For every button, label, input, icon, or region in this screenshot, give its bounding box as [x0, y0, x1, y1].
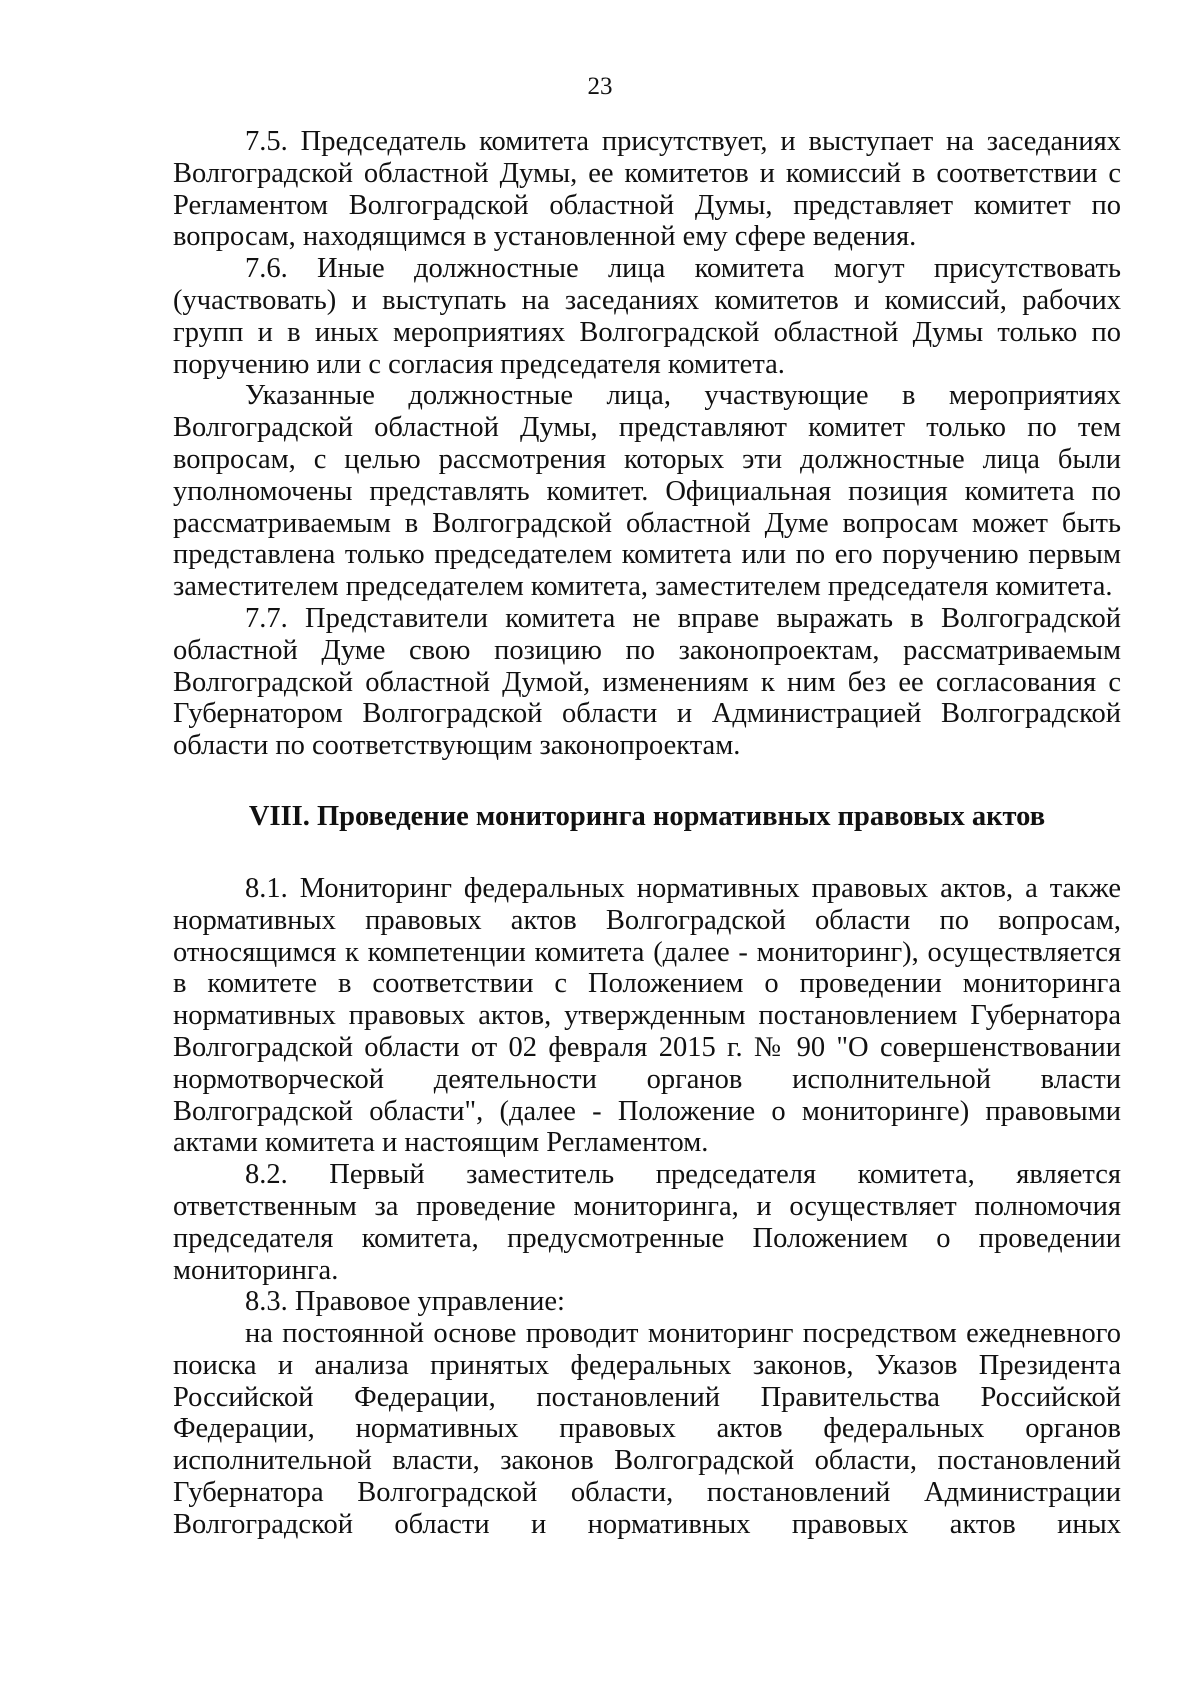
paragraph-7-6: 7.6. Иные должностные лица комитета могут присутствовать (участвовать) и выступать на заседаниях комитетов и комиссий, рабочих групп и в иных мероприятиях Волгоградской областной Думы только по поручению или с согласия председателя комитета.	[173, 253, 1121, 380]
section-heading-viii: VIII. Проведение мониторинга нормативных правовых актов	[248, 800, 1046, 832]
paragraph-8-3-item: на постоянной основе проводит мониторинг посредством ежедневного поиска и анализа принятых федеральных законов, Указов Президента Российской Федерации, постановлений Правительства Российской Федерации, нормативных правовых актов федеральных органов исполнительной власти, законов Волгоградской области, постановлений Губернатора Волгоградской области, постановлений Администрации Волгоградской области и нормативных правовых актов иных	[173, 1318, 1121, 1540]
paragraph-8-3: 8.3. Правовое управление:	[245, 1286, 565, 1318]
page-number: 23	[587, 73, 613, 100]
paragraph-7-5: 7.5. Председатель комитета присутствует, и выступает на заседаниях Волгоградской областной Думы, ее комитетов и комиссий в соответствии с Регламентом Волгоградской областной Думы, представляет комитет по вопросам, находящимся в установленной ему сфере ведения.	[173, 126, 1121, 253]
document-body	[173, 126, 1121, 1541]
paragraph-7-7: 7.7. Представители комитета не вправе выражать в Волгоградской областной Думе свою позицию по законопроектам, рассматриваемым Волгоградской областной Думой, изменениям к ним без ее согласования с Губернатором Волгоградской области и Администрацией Волгоградской области по соответствующим законопроектам.	[173, 602, 1121, 762]
paragraph-8-1: 8.1. Мониторинг федеральных нормативных правовых актов, а также нормативных правовых актов Волгоградской области по вопросам, относящимся к компетенции комитета (далее - мониторинг), осуществляется в комитете в соответствии с Положением о проведении мониторинга нормативных правовых актов, утвержденным постановлением Губернатора Волгоградской области от 02 февраля 2015 г. № 90 "О совершенствовании нормотворческой деятельности органов исполнительной власти Волгоградской области", (далее - Положение о мониторинге) правовыми актами комитета и настоящим Регламентом.	[173, 872, 1121, 1159]
paragraph-7-6-continued: Указанные должностные лица, участвующие в мероприятиях Волгоградской областной Думы, представляют комитет только по тем вопросам, с целью рассмотрения которых эти должностные лица были уполномочены представлять комитет. Официальная позиция комитета по рассматриваемым в Волгоградской областной Думе вопросам может быть представлена только председателем комитета или по его поручению первым заместителем председателем комитета, заместителем председателя комитета.	[173, 380, 1121, 603]
paragraph-8-2: 8.2. Первый заместитель председателя комитета, является ответственным за проведение мониторинга, и осуществляет полномочия председателя комитета, предусмотренные Положением о проведении мониторинга.	[173, 1159, 1121, 1286]
